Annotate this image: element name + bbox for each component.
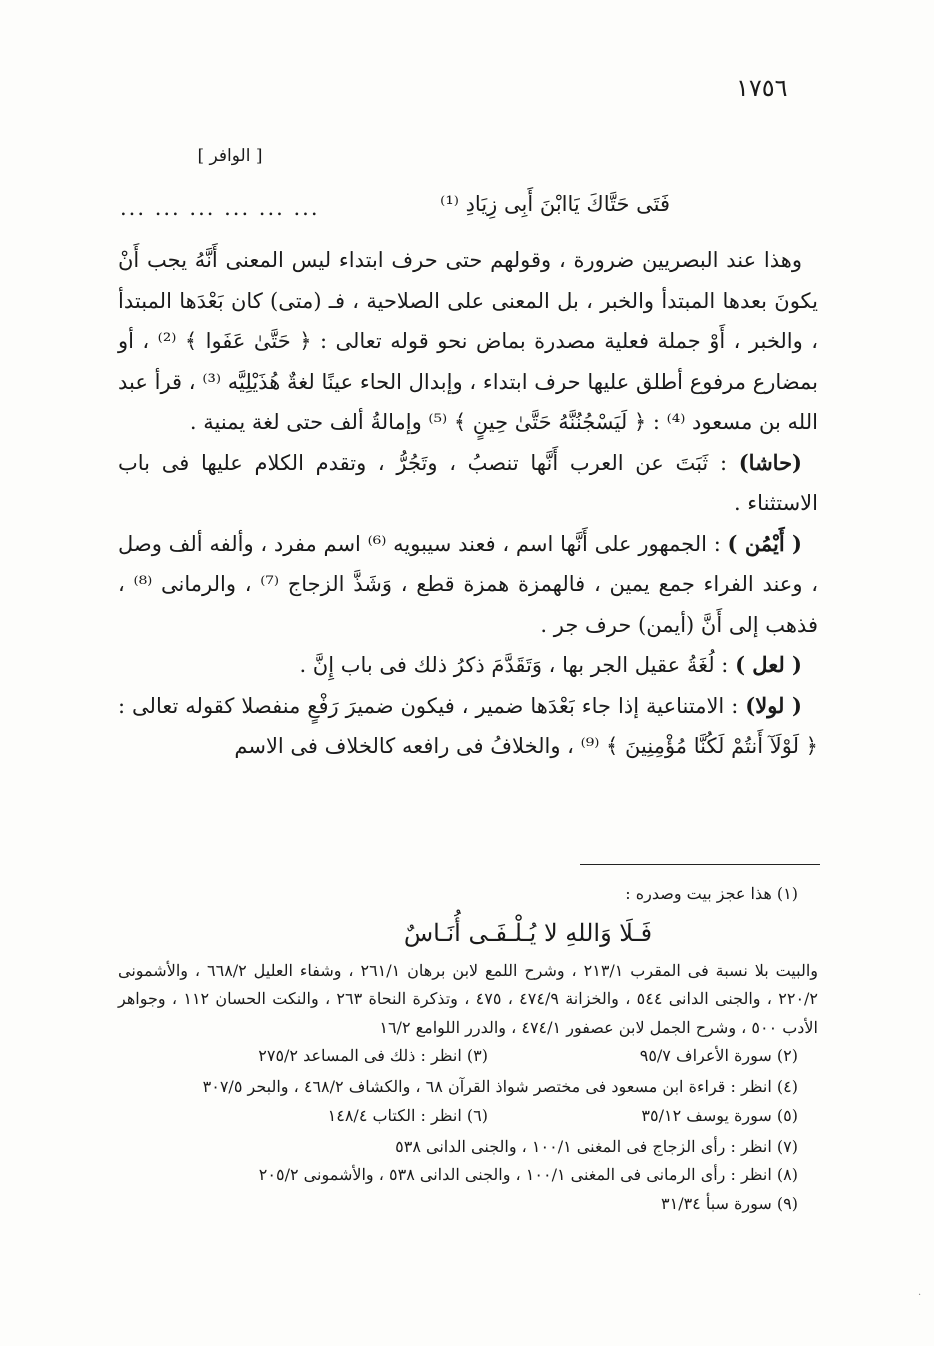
- paragraph-laalla-text: : لُغَةُ عقيل الجر بها ، وَتَقَدَّمَ ذكرُ ذلك فى باب إِنَّ .: [299, 653, 736, 677]
- paragraph-aymun-text: : الجمهور على أَنَّها اسم ، فعند سيبويه ⁽⁶⁾ اسم مفرد ، وألفه ألف وصل ، وعند الفراء جمع يمين ، فالهمزة همزة قطع ، وَشَذَّ الزجاج ⁽⁷⁾ ، والرمانى ⁽⁸⁾ ، فذهب إلى أَنَّ (أيمن) حرف جر .: [118, 531, 818, 637]
- paragraph-hasha: [118, 443, 818, 524]
- verse-line: [120, 192, 810, 228]
- main-text: [118, 240, 818, 767]
- paragraph-lawla: [118, 686, 818, 767]
- footnote-1-body: والبيت بلا نسبة فى المقرب ٢١٣/١ ، وشرح اللمع لابن برهان ٢٦١/١ ، وشفاء العليل ٦٦٨/٢ ، والأشمونى ٢٢٠/٢ ، والجنى الدانى ٥٤٤ ، والخزانة ٤٧٤/٩ ، ٤٧٥ ، وتذكرة النحاة ٢٦٣ ، والنكت الحسان ١١٢ ، وجواهر الأدب ٥٠٠ ، وشرح الجمل لابن عصفور ٤٧٤/١ ، والدرر اللوامع ١٦/٢: [118, 960, 819, 1037]
- term-laalla: ( لعل ): [735, 652, 802, 677]
- verse-hemistich-right: فَتَى حَتَّاكَ يَاابْنَ أَبِى زِيَادِ ⁽¹⁾: [440, 192, 670, 216]
- paragraph-hatta: وهذا عند البصريين ضرورة ، وقولهم حتى حرف ابتداء ليس المعنى أَنَّهُ يجب أَنْ يكونَ بعدها المبتدأ والخبر ، بل المعنى على الصلاحية ، فـ (متى) كان بَعْدَها المبتدأ ، والخبر ، أَوْ جملة فعلية مصدرة بماض نحو قوله تعالى : ﴿ حَتَّىٰ عَفَوا ﴾ ⁽²⁾ ، أو بمضارع مرفوع أطلق عليها حرف ابتداء ، وإبدال الحاء عينًا لغةٌ هُذَيْلِيَّه ⁽³⁾ ، قرأ عبد الله بن مسعود ⁽⁴⁾ : ﴿ لَيَسْجُنُنَّهُ حَتَّىٰ حِينٍ ﴾ ⁽⁵⁾ وإمالةُ ألف حتى لغة يمنية .: [118, 248, 819, 434]
- term-hasha: (حاشا): [738, 449, 802, 475]
- footnote-6: (٦) انظر : الكتاب ١٤٨/٤: [327, 1105, 488, 1125]
- footnote-separator: [580, 864, 820, 865]
- footnote-2: (٢) سورة الأعراف ٩٥/٧: [639, 1046, 798, 1065]
- footnote-4: (٤) انظر : قراءة ابن مسعود فى مختصر شواذ القرآن ٦٨ ، والكشاف ٤٦٨/٢ ، والبحر ٣٠٧/٥: [202, 1077, 798, 1096]
- footnote-3: (٣) انظر : ذلك فى المساعد ٢٧٥/٢: [258, 1046, 488, 1065]
- footnote-8: (٨) انظر : رأى الرمانى فى المغنى ١٠٠/١ ، والجنى الدانى ٥٣٨ ، والأشمونى ٢٠٥/٢: [258, 1165, 798, 1184]
- page-number: ١٧٥٦: [736, 74, 788, 102]
- paragraph-hasha-text: : ثَبَتَ عن العرب أَنَّها تنصبُ ، وتَجُرُّ ، وتقدم الكلام عليها فى باب الاستثناء .: [118, 450, 818, 515]
- scan-speck: ·: [918, 1290, 922, 1301]
- verse-hemistich-left: ... ... ... ... ... ...: [120, 196, 320, 220]
- paragraph-laalla: [118, 645, 818, 686]
- footnote-row-2-3: [118, 1042, 818, 1073]
- footnote-1-intro: (١) هذا عجز بيت وصدره :: [625, 884, 798, 903]
- footnote-5: (٥) سورة يوسف ٣٥/١٢: [641, 1105, 798, 1125]
- footnote-row-5-6: [118, 1102, 818, 1133]
- footnote-7: (٧) انظر : رأى الزجاج فى المغنى ١٠٠/١ ، والجنى الدانى ٥٣٨: [395, 1136, 798, 1156]
- footnotes: [118, 880, 818, 1218]
- poetic-meter-label: [ الوافر ]: [197, 146, 263, 166]
- paragraph-lawla-text: : الامتناعية إذا جاء بَعْدَها ضمير ، فيكون ضميرَ رَفْعٍ منفصلا كقوله تعالى : ﴿ لَوْلَآ أَنتُمْ لَكُنَّا مُؤْمِنِينَ ﴾ ⁽⁹⁾ ، والخلافُ فى رافعه كالخلاف فى الاسم: [118, 693, 818, 758]
- term-aymun: ( أَيْمُن ): [727, 530, 802, 556]
- term-lawla: ( لولا): [745, 692, 802, 718]
- footnote-1-poetry: فَـلَا وَاللهِ لا يُـلْـفَـى أُنَـاسٌ: [403, 918, 653, 947]
- paragraph-aymun: [118, 524, 818, 646]
- footnote-9: (٩) سورة سبأ ٣١/٣٤: [661, 1193, 798, 1213]
